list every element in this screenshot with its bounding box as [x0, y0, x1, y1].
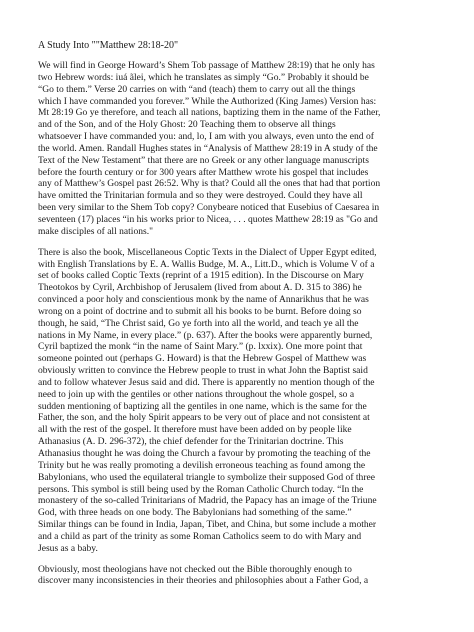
paragraph-shem-tob: We will find in George Howard’s Shem Tob passage of Matthew 28:19) that he only has two Hebrew words: iuá ãlei, which he translates as simply “Go.” Probably it should be “Go to them.” Verse 20 carries on with “and (teach) them to carry out all the things which I have commanded you forever.” While the Authorized (King James) Version has: Mt 28:19 Go ye therefore, and teach all nations, baptizing them in the name of the Father, and of the Son, and of the Holy Ghost: 20 Teaching them to observe all things whatsoever I have commanded you: and, lo, I am with you always, even unto the end of the world. Amen. Randall Hughes states in “Analysis of Matthew 28:19 in A study of the Text of the New Testament” that there are no Greek or any other language manuscripts before the fourth century or for 300 years after Matthew wrote his gospel that includes any of Matthew’s Gospel past 26:52. Why is that? Could all the ones that had that portion have omitted the Trinitarian formula and so they were destroyed. Could they have all been very similar to the Shem Tob copy? Conybeare noticed that Eusebius of Caesarea in seventeen (17) places “in his works prior to Nicea, . . . quotes Matthew 28:19 as "Go and make disciples of all nations.": [38, 60, 381, 237]
paragraph-theologians: Obviously, most theologians have not checked out the Bible thoroughly enough to discover many inconsistencies in their theories and philosophies about a Father God, a: [38, 563, 369, 587]
paragraph-coptic-texts: There is also the book, Miscellaneous Coptic Texts in the Dialect of Upper Egypt edited, with English Translations by E. A. Wallis Budge, M. A., Litt.D., which is Volume V of a set of books called Coptic Texts (reprint of a 1915 edition). In the Discourse on Mary Theotokos by Cyril, Archbishop of Jerusalem (lived from about A. D. 315 to 386) he convinced a poor holy and conscientious monk by the name of Annarikhus that he was wrong on a point of doctrine and to submit all his books to be burnt. Before doing so though, he said, “The Christ said, Go ye forth into all the world, and teach ye all the nations in My Name, in every place.” (p. 637). After the books were apparently burned, Cyril baptized the monk “in the name of Saint Mary.” (p. lxxix). One more point that someone pointed out (perhaps G. Howard) is that the Hebrew Gospel of Matthew was obviously written to convince the Hebrew people to trust in what John the Baptist said and to follow whatever Jesus said and did. There is apparently no mention though of the need to join up with the gentiles or other nations throughout the whole gospel, so a sudden mentioning of baptizing all the gentiles in one name, which is the same for the Father, the son, and the holy Spirit appears to be very out of place and not consistent at all with the rest of the gospel. It therefore must have been added on by people like Athanasius (A. D. 296-372), the chief defender for the Trinitarian doctrine. This Athanasius thought he was doing the Church a favour by promoting the teaching of the Trinity but he was really promoting a devilish erroneous teaching as found among the Babylonians, who used the equilateral triangle to symbolize their supposed God of three persons. This symbol is still being used by the Roman Catholic Church today. “In the monastery of the so-called Trinitarians of Madrid, the Papacy has an image of the Triune God, with three heads on one body. The Babylonians had something of the same.” Similar things can be found in India, Japan, Tibet, and China, but some include a mother and a child as part of the trinity as some Roman Catholics seem to do with Mary and Jesus as a baby.: [38, 246, 377, 554]
document-title: A Study Into ""Matthew 28:18-20": [38, 40, 179, 51]
